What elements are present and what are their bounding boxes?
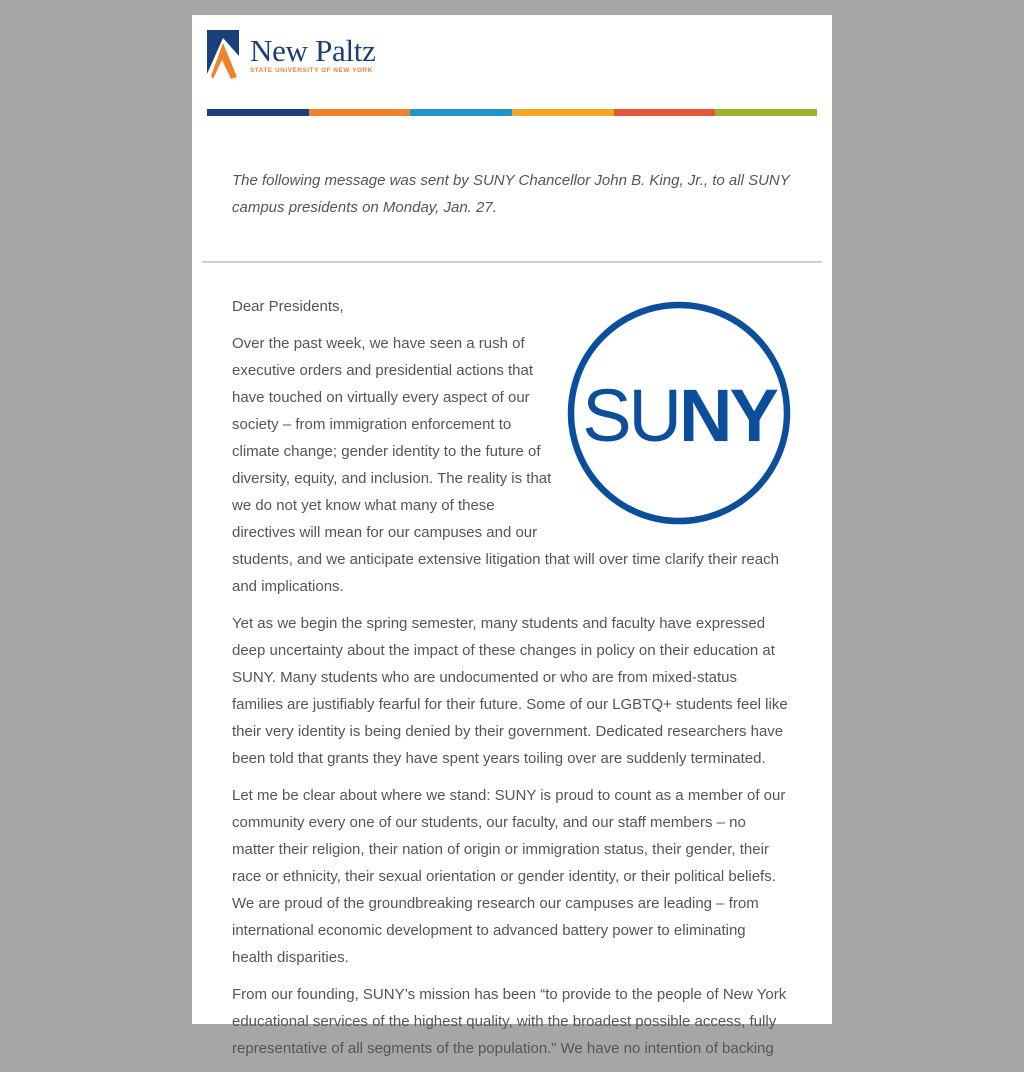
new-paltz-mark-icon — [207, 30, 241, 80]
stripe-segment — [715, 109, 817, 116]
stripe-segment — [309, 109, 411, 116]
stripe-segment — [512, 109, 614, 116]
suny-logo-bold: NY — [679, 374, 776, 457]
salutation: Dear Presidents, — [232, 298, 344, 315]
logo-name: New Paltz — [250, 33, 376, 68]
message-body — [232, 293, 788, 1072]
divider — [202, 261, 822, 263]
color-stripe — [207, 109, 817, 116]
stripe-segment — [614, 109, 716, 116]
email-card — [192, 15, 832, 1057]
stripe-segment — [410, 109, 512, 116]
new-paltz-logo[interactable] — [207, 30, 387, 82]
body-paragraph: Over the past week, we have seen a rush of executive orders and presidential actions that have touched on virtually every aspect of our society – from immigration enforcement to climate change; gender identity to the future of diversity, equity, and inclusion. The reality is that we do not yet know what many of these directives will mean for our campuses and our students, and we anticipate extensive litigation that will over time clarify their reach and implications. — [232, 335, 779, 595]
stripe-segment — [207, 109, 309, 116]
body-paragraph: From our founding, SUNY’s mission has been “to provide to the people of New York educational services of the highest quality, with the broadest possible access, fully representative of all segments of the population.” We have no intention of backing — [232, 986, 787, 1057]
suny-logo — [564, 298, 794, 528]
body-paragraph: Let me be clear about where we stand: SUNY is proud to count as a member of our community every one of our students, our faculty, and our staff members – no matter their religion, their nation of origin or immigration status, their gender, their race or ethnicity, their sexual orientation or gender identity, or their political beliefs. We are proud of the groundbreaking research our campuses are leading – from international economic development to advanced battery power to eliminating health disparities. — [232, 787, 786, 966]
body-paragraph: Yet as we begin the spring semester, many students and faculty have expressed deep uncertainty about the impact of these changes in policy on their education at SUNY. Many students who are undocumented or who are from mixed-status families are justifiably fearful for their future. Some of our LGBTQ+ students feel like their very identity is being denied by their government. Dedicated researchers have been told that grants they have spent years toiling over are suddenly terminated. — [232, 615, 788, 767]
intro-note: The following message was sent by SUNY Chancellor John B. King, Jr., to all SUNY campus presidents on Monday, Jan. 27. — [232, 172, 790, 216]
suny-logo-light: SU — [582, 374, 679, 457]
svg-text:SUNY — [582, 374, 778, 457]
logo-subtitle: STATE UNIVERSITY OF NEW YORK — [250, 67, 373, 74]
logo-wordmark — [250, 34, 376, 74]
